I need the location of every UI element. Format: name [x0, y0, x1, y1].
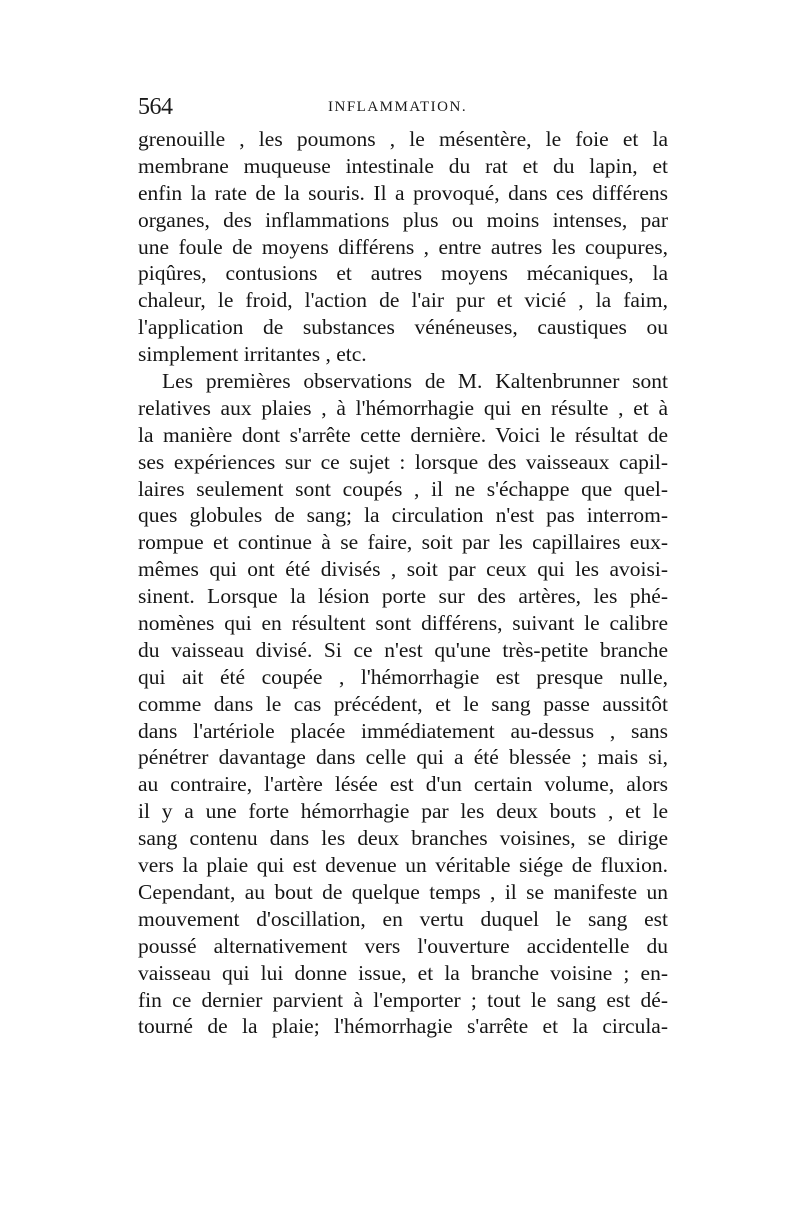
text-line: il y a une forte hémorrhagie par les deux bouts , et le: [138, 799, 668, 824]
text-line: piqûres, contusions et autres moyens mécaniques, la: [138, 261, 668, 286]
text-line: sang contenu dans les deux branches voisines, se dirige: [138, 826, 668, 851]
text-line: comme dans le cas précédent, et le sang passe aussitôt: [138, 691, 668, 716]
body-text: [138, 126, 668, 1040]
text-line: ques globules de sang; la circulation n'est pas interrom-: [138, 503, 668, 528]
text-line: sinent. Lorsque la lésion porte sur des artères, les phé-: [138, 584, 668, 609]
text-line: nomènes qui en résultent sont différens, suivant le calibre: [138, 611, 668, 636]
text-line: membrane muqueuse intestinale du rat et du lapin, et: [138, 153, 668, 178]
text-line: dans l'artériole placée immédiatement au-dessus , sans: [138, 718, 668, 743]
text-line: l'application de substances vénéneuses, caustiques ou: [138, 315, 668, 340]
text-line: grenouille , les poumons , le mésentère, le foie et la: [138, 127, 668, 151]
running-head: [138, 94, 668, 118]
text-line: la manière dont s'arrête cette dernière. Voici le résultat de: [138, 422, 668, 447]
text-line: fin ce dernier parvient à l'emporter ; tout le sang est dé-: [138, 987, 668, 1012]
text-line: mouvement d'oscillation, en vertu duquel le sang est: [138, 906, 668, 931]
text-line: poussé alternativement vers l'ouverture accidentelle du: [138, 933, 668, 958]
text-line: laires seulement sont coupés , il ne s'échappe que quel-: [138, 476, 668, 501]
text-line: qui ait été coupée , l'hémorrhagie est presque nulle,: [138, 664, 668, 689]
page-number: 564: [138, 94, 173, 120]
text-line: ses expériences sur ce sujet : lorsque des vaisseaux capil-: [138, 449, 668, 474]
text-line: chaleur, le froid, l'action de l'air pur et vicié , la faim,: [138, 288, 668, 313]
text-line: tourné de la plaie; l'hémorrhagie s'arrête et la circula-: [138, 1014, 668, 1039]
text-line: pénétrer davantage dans celle qui a été blessée ; mais si,: [138, 745, 668, 770]
text-line: relatives aux plaies , à l'hémorrhagie qui en résulte , et à: [138, 395, 668, 420]
text-line: rompue et continue à se faire, soit par les capillaires eux-: [138, 530, 668, 555]
text-line: au contraire, l'artère lésée est d'un certain volume, alors: [138, 772, 668, 797]
text-line: vaisseau qui lui donne issue, et la branche voisine ; en-: [138, 960, 668, 985]
running-title: INFLAMMATION.: [328, 99, 468, 115]
text-line: du vaisseau divisé. Si ce n'est qu'une très-petite branche: [138, 637, 668, 662]
text-line: enfin la rate de la souris. Il a provoqué, dans ces différens: [138, 180, 668, 205]
text-line: Cependant, au bout de quelque temps , il se manifeste un: [138, 879, 668, 904]
text-line: organes, des inflammations plus ou moins intenses, par: [138, 207, 668, 232]
text-line: simplement irritantes , etc.: [138, 342, 367, 367]
text-line: une foule de moyens différens , entre autres les coupures,: [138, 234, 668, 259]
paragraph-start-line: Les premières observations de M. Kaltenbrunner sont: [162, 369, 668, 394]
text-line: vers la plaie qui est devenue un véritable siége de fluxion.: [138, 853, 668, 878]
text-line: mêmes qui ont été divisés , soit par ceux qui les avoisi-: [138, 557, 668, 582]
